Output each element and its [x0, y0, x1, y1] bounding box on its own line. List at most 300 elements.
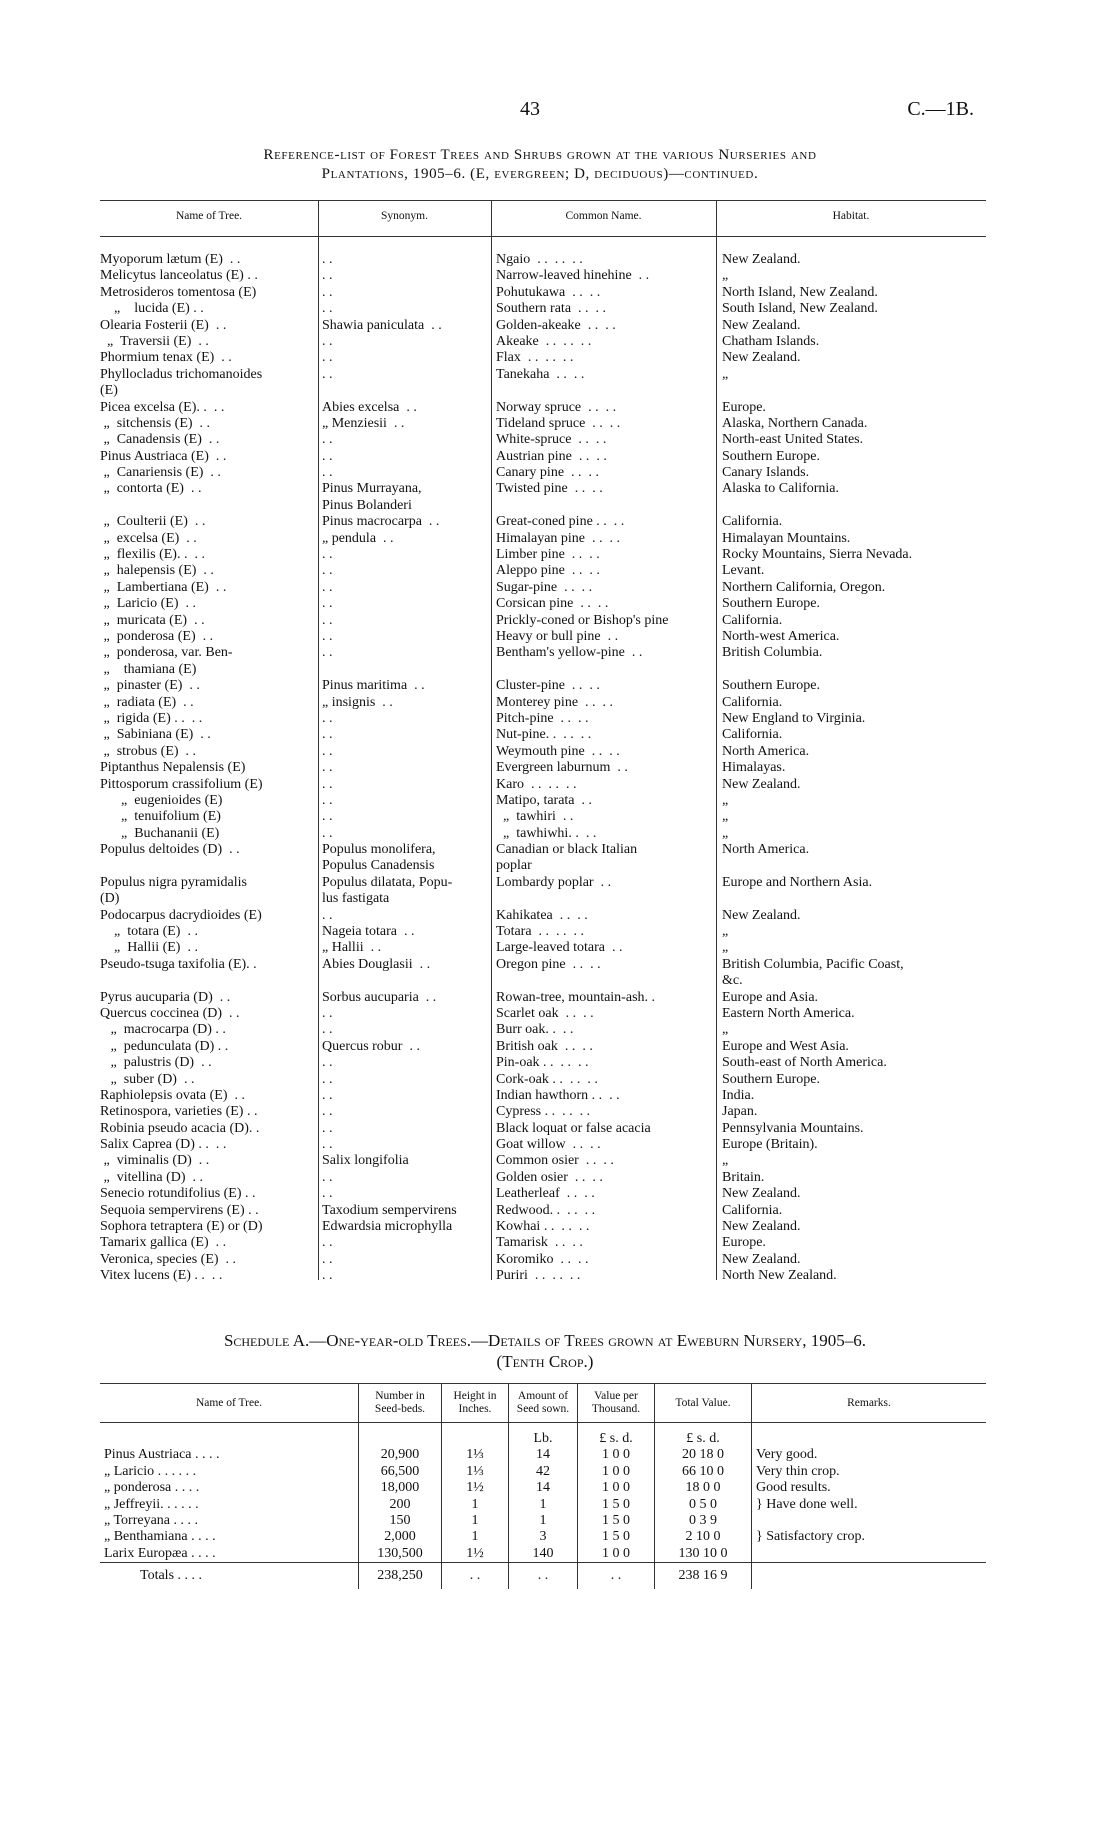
tree-name: „ Sabiniana (E) . . — [100, 727, 211, 743]
tree-name: „ Lambertiana (E) . . — [100, 579, 227, 595]
common-names-column — [496, 252, 714, 1285]
tree-habitat: Canary Islands. — [722, 465, 810, 481]
tree-synonym: Sorbus aucuparia . . — [322, 989, 437, 1005]
tree-common-name: Canary pine . . . . — [496, 465, 600, 481]
tree-habitat: „ — [722, 809, 729, 825]
tree-common-name — [496, 383, 714, 399]
tree-name: Pittosporum crassifolium (E) — [100, 776, 263, 792]
tree-common-name: Austrian pine . . . . — [496, 448, 607, 464]
tree-name: Olearia Fosterii (E) . . — [100, 317, 227, 333]
tree-common-name: Kahikatea . . . . — [496, 907, 588, 923]
schedule-cell-remarks: Good results. — [752, 1480, 987, 1496]
tree-name: Metrosideros tomentosa (E) — [100, 284, 257, 300]
tree-name: Piptanthus Nepalensis (E) — [100, 760, 246, 776]
tree-name: Robinia pseudo acacia (D). . — [100, 1120, 260, 1136]
tree-name: „ Hallii (E) . . — [100, 940, 198, 956]
tree-common-name: Tanekaha . . . . — [496, 366, 585, 382]
units-value: £ s. d. — [578, 1423, 655, 1448]
tree-name: „ sitchensis (E) . . — [100, 415, 211, 431]
tree-habitat: „ — [722, 1153, 729, 1169]
synonyms-column — [322, 252, 488, 1285]
totals-seed: . . — [509, 1563, 578, 1590]
schedule-row — [100, 1464, 986, 1480]
tree-name: Senecio rotundifolius (E) . . — [100, 1186, 256, 1202]
schedule-cell-name: „ ponderosa . . . . — [104, 1480, 200, 1496]
tree-synonym: Taxodium sempervirens — [322, 1202, 457, 1218]
tree-common-name: Weymouth pine . . . . — [496, 743, 620, 759]
tree-common-name: Golden osier . . . . — [496, 1169, 603, 1185]
reference-list-title-line1: Reference-list of Forest Trees and Shrubs grown at the various Nurseries and — [263, 147, 817, 163]
tree-habitat: „ — [722, 1022, 729, 1038]
tree-habitat: California. — [722, 694, 783, 710]
totals-label: Totals . . . . — [100, 1563, 359, 1590]
schedule-cell-number: 130,500 — [359, 1546, 442, 1563]
units-seed: Lb. — [509, 1423, 578, 1448]
totals-value: . . — [578, 1563, 655, 1590]
schedule-row — [100, 1546, 986, 1563]
tree-name: Pyrus aucuparia (D) . . — [100, 989, 231, 1005]
tree-common-name: Prickly-coned or Bishop's pine — [496, 612, 669, 628]
tree-name: „ totara (E) . . — [100, 924, 198, 940]
document-reference: C.—1B. — [907, 98, 974, 120]
sched-header-height: Height in Inches. — [442, 1384, 509, 1423]
tree-common-name: Rowan-tree, mountain-ash. . — [496, 989, 656, 1005]
tree-habitat: New Zealand. — [722, 252, 801, 267]
tree-habitat: Southern Europe. — [722, 596, 820, 612]
tree-synonym: . . — [322, 710, 333, 726]
tree-name: Salix Caprea (D) . . . . — [100, 1137, 227, 1153]
tree-common-name: Nut-pine. . . . . . — [496, 727, 592, 743]
header-name-of-tree: Name of Tree. — [175, 210, 243, 222]
tree-habitat: Alaska to California. — [722, 481, 840, 497]
tree-synonym: . . — [322, 727, 333, 743]
tree-synonym: . . — [322, 792, 333, 808]
tree-habitat: Europe. — [722, 399, 766, 415]
tree-name: Sophora tetraptera (E) or (D) — [100, 1219, 263, 1235]
schedule-cell-number: 150 — [359, 1513, 442, 1529]
tree-name: (E) — [100, 383, 118, 399]
tree-synonym: . . — [322, 612, 333, 628]
schedule-cell-height: 1 — [442, 1529, 509, 1545]
schedule-cell-name: „ Laricio . . . . . . — [104, 1463, 197, 1479]
tree-name: „ ponderosa, var. Ben- — [100, 645, 233, 661]
schedule-a-table — [100, 1383, 986, 1589]
tree-habitat: California. — [722, 727, 783, 743]
tree-habitat: Britain. — [722, 1169, 765, 1185]
tree-common-name — [496, 662, 714, 678]
tree-common-name: Narrow-leaved hinehine . . — [496, 268, 650, 284]
tree-habitat: „ — [722, 268, 729, 284]
tree-habitat: Chatham Islands. — [722, 333, 820, 349]
tree-name: Sequoia sempervirens (E) . . — [100, 1202, 259, 1218]
tree-habitat: North America. — [722, 743, 810, 759]
schedule-cell-seed: 3 — [509, 1529, 578, 1545]
tree-habitat: New Zealand. — [722, 907, 801, 923]
schedule-cell-name: „ Torreyana . . . . — [104, 1513, 199, 1529]
tree-name: Raphiolepsis ovata (E) . . — [100, 1087, 246, 1103]
tree-common-name: Evergreen laburnum . . — [496, 760, 628, 776]
tree-habitat: Southern Europe. — [722, 678, 820, 694]
tree-common-name: Corsican pine . . . . — [496, 596, 609, 612]
schedule-cell-seed: 1 — [509, 1513, 578, 1529]
tree-common-name: Koromiko . . . . — [496, 1251, 589, 1267]
tree-habitat: New Zealand. — [722, 1219, 801, 1235]
tree-name: „ pedunculata (D) . . — [100, 1038, 229, 1054]
tree-name: Podocarpus dacrydioides (E) — [100, 907, 262, 923]
tree-synonym: . . — [322, 596, 333, 612]
tree-synonym: . . — [322, 333, 333, 349]
sched-header-value: Value per Thousand. — [578, 1384, 655, 1423]
schedule-cell-name: „ Jeffreyii. . . . . . — [104, 1496, 199, 1512]
tree-name: „ palustris (D) . . — [100, 1055, 212, 1071]
tree-synonym: . . — [322, 366, 333, 382]
page-number: 43 — [520, 98, 540, 120]
tree-habitat: „ — [722, 366, 729, 382]
schedule-cell-value: 1 5 0 — [578, 1513, 655, 1529]
tree-synonym: Pinus macrocarpa . . — [322, 514, 440, 530]
tree-common-name: Oregon pine . . . . — [496, 956, 601, 972]
schedule-cell-number: 18,000 — [359, 1480, 442, 1496]
tree-name: „ Canadensis (E) . . — [100, 432, 220, 448]
totals-height: . . — [442, 1563, 509, 1590]
schedule-cell-remarks — [752, 1513, 987, 1529]
schedule-cell-number: 20,900 — [359, 1447, 442, 1463]
totals-remarks — [752, 1563, 987, 1590]
tree-common-name: Bentham's yellow-pine . . — [496, 645, 643, 661]
schedule-cell-value: 1 0 0 — [578, 1464, 655, 1480]
schedule-cell-name: Larix Europæa . . . . — [104, 1545, 216, 1561]
schedule-cell-total: 2 10 0 — [655, 1529, 752, 1545]
tree-synonym: Pinus Murrayana, — [322, 481, 422, 497]
tree-synonym: . . — [322, 350, 333, 366]
tree-synonym — [322, 383, 488, 399]
tree-habitat: „ — [722, 940, 729, 956]
tree-common-name: Large-leaved totara . . — [496, 940, 623, 956]
tree-name: „ suber (D) . . — [100, 1071, 195, 1087]
tree-habitat — [722, 498, 984, 514]
tree-synonym — [322, 973, 488, 989]
tree-common-name: Tamarisk . . . . — [496, 1235, 583, 1251]
tree-common-name: „ tawhiwhi. . . . — [496, 825, 597, 841]
tree-synonym: . . — [322, 301, 333, 317]
schedule-cell-name: „ Benthamiana . . . . — [104, 1529, 216, 1545]
tree-name: „ lucida (E) . . — [100, 301, 204, 317]
schedule-totals-row — [100, 1563, 986, 1590]
tree-common-name: Sugar-pine . . . . — [496, 579, 593, 595]
tree-common-name: Monterey pine . . . . — [496, 694, 614, 710]
tree-name: „ excelsa (E) . . — [100, 530, 197, 546]
tree-habitat: South Island, New Zealand. — [722, 301, 878, 317]
tree-synonym: Edwardsia microphylla — [322, 1219, 453, 1235]
tree-common-name: Cluster-pine . . . . — [496, 678, 600, 694]
totals-number: 238,250 — [359, 1563, 442, 1590]
schedule-row — [100, 1497, 986, 1513]
tree-synonym: . . — [322, 645, 333, 661]
tree-habitat: California. — [722, 1202, 783, 1218]
tree-synonym: . . — [322, 825, 333, 841]
reference-list-title — [100, 146, 980, 184]
tree-common-name: Twisted pine . . . . — [496, 481, 603, 497]
tree-name: „ muricata (E) . . — [100, 612, 205, 628]
tree-synonym: . . — [322, 809, 333, 825]
tree-synonym: . . — [322, 1169, 333, 1185]
tree-habitat: New England to Virginia. — [722, 710, 866, 726]
tree-common-name: Pohutukawa . . . . — [496, 284, 601, 300]
schedule-cell-total: 20 18 0 — [655, 1447, 752, 1463]
tree-common-name: Common osier . . . . — [496, 1153, 614, 1169]
tree-common-name: Golden-akeake . . . . — [496, 317, 616, 333]
schedule-row — [100, 1513, 986, 1529]
schedule-a-title-line2: (Tenth Crop.) — [496, 1352, 594, 1371]
schedule-cell-seed: 42 — [509, 1464, 578, 1480]
schedule-cell-height: 1⅓ — [442, 1447, 509, 1463]
tree-habitat: North America. — [722, 842, 810, 858]
tree-habitat: „ — [722, 924, 729, 940]
tree-common-name: Indian hawthorn . . . . — [496, 1087, 620, 1103]
tree-habitat: California. — [722, 612, 783, 628]
tree-name: „ eugenioides (E) — [100, 792, 223, 808]
tree-habitat: Levant. — [722, 563, 765, 579]
tree-synonym: lus fastigata — [322, 891, 390, 907]
tree-synonym: Salix longifolia — [322, 1153, 409, 1169]
tree-habitat: Rocky Mountains, Sierra Nevada. — [722, 547, 913, 563]
schedule-row — [100, 1480, 986, 1496]
schedule-cell-height: 1 — [442, 1513, 509, 1529]
tree-common-name: Ngaio . . . . . . — [496, 252, 583, 267]
tree-synonym: Abies excelsa . . — [322, 399, 417, 415]
column-divider — [318, 200, 319, 1280]
schedule-cell-seed: 14 — [509, 1447, 578, 1463]
tree-synonym: Nageia totara . . — [322, 924, 415, 940]
header-bottom-rule — [100, 236, 986, 237]
sched-header-seed: Amount of Seed sown. — [509, 1384, 578, 1423]
tree-synonym: . . — [322, 1120, 333, 1136]
column-divider — [716, 200, 717, 1280]
tree-synonym: Populus monolifera, — [322, 842, 436, 858]
schedule-row — [100, 1529, 986, 1545]
tree-common-name: Goat willow . . . . — [496, 1137, 601, 1153]
habitats-column — [722, 252, 984, 1285]
schedule-cell-number: 66,500 — [359, 1464, 442, 1480]
sched-header-remarks: Remarks. — [752, 1384, 987, 1423]
tree-common-name: Heavy or bull pine . . — [496, 628, 619, 644]
tree-synonym: . . — [322, 1251, 333, 1267]
tree-synonym: Pinus Bolanderi — [322, 497, 412, 513]
tree-synonym: Pinus maritima . . — [322, 678, 425, 694]
units-blank — [359, 1423, 442, 1448]
tree-common-name: Burr oak. . . . — [496, 1022, 574, 1038]
tree-habitat: „ — [722, 825, 729, 841]
tree-common-name: Himalayan pine . . . . — [496, 530, 621, 546]
tree-name: „ radiata (E) . . — [100, 694, 194, 710]
tree-name: „ Buchananii (E) — [100, 825, 220, 841]
tree-synonym: . . — [322, 776, 333, 792]
tree-synonym: . . — [322, 1268, 333, 1284]
tree-name: „ tenuifolium (E) — [100, 809, 221, 825]
sched-header-name: Name of Tree. — [100, 1384, 359, 1423]
tree-name: Populus deltoides (D) . . — [100, 842, 240, 858]
tree-name: (D) — [100, 891, 120, 907]
schedule-cell-remarks — [752, 1546, 987, 1563]
tree-habitat: Southern Europe. — [722, 448, 820, 464]
tree-name: „ pinaster (E) . . — [100, 678, 200, 694]
tree-name: Phormium tenax (E) . . — [100, 350, 232, 366]
tree-synonym: . . — [322, 907, 333, 923]
tree-synonym: . . — [322, 563, 333, 579]
tree-habitat: Southern Europe. — [722, 1071, 820, 1087]
schedule-row — [100, 1447, 986, 1463]
tree-name — [100, 858, 315, 874]
tree-common-name: Black loquat or false acacia — [496, 1120, 651, 1136]
tree-name — [100, 498, 315, 514]
schedule-cell-number: 2,000 — [359, 1529, 442, 1545]
reference-list-title-line2: Plantations, 1905–6. (E, evergreen; D, deciduous)—continued. — [321, 166, 759, 182]
schedule-cell-seed: 1 — [509, 1497, 578, 1513]
tree-habitat: New Zealand. — [722, 317, 801, 333]
tree-name: Myoporum lætum (E) . . — [100, 252, 241, 267]
tree-synonym: Quercus robur . . — [322, 1038, 420, 1054]
tree-habitat: „ — [722, 792, 729, 808]
tree-habitat: &c. — [722, 973, 743, 989]
schedule-a-title-line1: Schedule A.—One-year-old Trees.—Details of Trees grown at Eweburn Nursery, 1905–6. — [223, 1331, 867, 1350]
tree-habitat: Europe and Northern Asia. — [722, 874, 873, 890]
tree-common-name: Leatherleaf . . . . — [496, 1186, 595, 1202]
tree-habitat: Eastern North America. — [722, 1005, 855, 1021]
schedule-cell-height: 1½ — [442, 1546, 509, 1563]
schedule-units-row — [100, 1423, 986, 1448]
tree-common-name — [496, 498, 714, 514]
tree-synonym: . . — [322, 628, 333, 644]
tree-synonym: Populus dilatata, Popu- — [322, 874, 453, 890]
tree-common-name: Pitch-pine . . . . — [496, 710, 589, 726]
tree-name: „ contorta (E) . . — [100, 481, 202, 497]
tree-synonym: . . — [322, 465, 333, 481]
schedule-cell-total: 130 10 0 — [655, 1546, 752, 1563]
schedule-a-title — [100, 1330, 990, 1372]
tree-common-name: Cypress . . . . . . — [496, 1104, 591, 1120]
tree-synonym: . . — [322, 1087, 333, 1103]
units-blank — [442, 1423, 509, 1448]
header-top-rule — [100, 200, 986, 201]
schedule-cell-name: Pinus Austriaca . . . . — [104, 1447, 220, 1463]
tree-habitat: New Zealand. — [722, 350, 801, 366]
tree-name: Tamarix gallica (E) . . — [100, 1235, 227, 1251]
tree-habitat: North New Zealand. — [722, 1268, 837, 1284]
schedule-cell-remarks: } Satisfactory crop. — [752, 1529, 987, 1545]
tree-common-name: Akeake . . . . . . — [496, 333, 592, 349]
units-blank — [100, 1423, 359, 1448]
tree-synonym: „ Menziesii . . — [322, 415, 405, 431]
tree-synonym: . . — [322, 743, 333, 759]
column-divider — [491, 200, 492, 1280]
tree-habitat — [722, 383, 984, 399]
tree-synonym: „ Hallii . . — [322, 940, 382, 956]
tree-common-name: Lombardy poplar . . — [496, 874, 612, 890]
sched-header-total: Total Value. — [655, 1384, 752, 1423]
schedule-cell-value: 1 5 0 — [578, 1529, 655, 1545]
tree-synonym: . . — [322, 432, 333, 448]
tree-name: „ viminalis (D) . . — [100, 1153, 210, 1169]
tree-habitat: Europe and Asia. — [722, 989, 819, 1005]
schedule-cell-height: 1½ — [442, 1480, 509, 1496]
tree-name: „ vitellina (D) . . — [100, 1169, 204, 1185]
tree-synonym: . . — [322, 284, 333, 300]
tree-name: „ Traversii (E) . . — [100, 333, 209, 349]
tree-name: Veronica, species (E) . . — [100, 1251, 237, 1267]
tree-name: „ ponderosa (E) . . — [100, 628, 214, 644]
tree-name: „ Coulterii (E) . . — [100, 514, 206, 530]
header-synonym: Synonym. — [381, 210, 428, 222]
tree-habitat — [722, 891, 984, 907]
tree-synonym: . . — [322, 1005, 333, 1021]
tree-common-name: Redwood. . . . . . — [496, 1202, 596, 1218]
tree-habitat: North Island, New Zealand. — [722, 284, 878, 300]
tree-synonym: . . — [322, 1186, 333, 1202]
tree-habitat: Alaska, Northern Canada. — [722, 415, 868, 431]
schedule-cell-total: 18 0 0 — [655, 1480, 752, 1496]
tree-common-name — [496, 891, 714, 907]
tree-name: „ flexilis (E). . . . — [100, 547, 205, 563]
tree-habitat — [722, 662, 984, 678]
tree-common-name: poplar — [496, 858, 532, 874]
tree-common-name: Cork-oak . . . . . . — [496, 1071, 598, 1087]
tree-habitat: New Zealand. — [722, 1251, 801, 1267]
tree-habitat — [722, 858, 984, 874]
tree-habitat: Europe and West Asia. — [722, 1038, 849, 1054]
schedule-cell-remarks: Very good. — [752, 1447, 987, 1463]
tree-common-name: Karo . . . . . . — [496, 776, 577, 792]
tree-habitat: Pennsylvania Mountains. — [722, 1120, 864, 1136]
tree-synonym: . . — [322, 1137, 333, 1153]
tree-synonym: . . — [322, 1104, 333, 1120]
tree-synonym: . . — [322, 579, 333, 595]
schedule-cell-total: 0 5 0 — [655, 1497, 752, 1513]
tree-common-name: White-spruce . . . . — [496, 432, 607, 448]
tree-synonym: . . — [322, 1022, 333, 1038]
tree-name: „ Laricio (E) . . — [100, 596, 197, 612]
tree-name: „ macrocarpa (D) . . — [100, 1022, 226, 1038]
units-total: £ s. d. — [655, 1423, 752, 1448]
tree-synonym: . . — [322, 268, 333, 284]
schedule-cell-height: 1 — [442, 1497, 509, 1513]
tree-synonym: . . — [322, 1055, 333, 1071]
tree-synonym — [322, 662, 488, 678]
tree-name: „ thamiana (E) — [100, 661, 197, 677]
tree-habitat: India. — [722, 1087, 755, 1103]
schedule-cell-total: 0 3 9 — [655, 1513, 752, 1529]
schedule-cell-value: 1 0 0 — [578, 1480, 655, 1496]
tree-habitat: California. — [722, 514, 783, 530]
tree-name: Phyllocladus trichomanoides — [100, 366, 263, 382]
tree-habitat: South-east of North America. — [722, 1055, 887, 1071]
tree-common-name: Pin-oak . . . . . . — [496, 1055, 589, 1071]
tree-name: Retinospora, varieties (E) . . — [100, 1104, 258, 1120]
sched-header-number: Number in Seed-beds. — [359, 1384, 442, 1423]
tree-habitat: North-east United States. — [722, 432, 864, 448]
schedule-cell-height: 1⅓ — [442, 1464, 509, 1480]
tree-habitat: Himalayan Mountains. — [722, 530, 851, 546]
schedule-cell-remarks: Very thin crop. — [752, 1464, 987, 1480]
tree-synonym: . . — [322, 448, 333, 464]
tree-synonym: Abies Douglasii . . — [322, 956, 431, 972]
units-blank — [752, 1423, 987, 1448]
tree-name: „ rigida (E) . . . . — [100, 710, 203, 726]
tree-common-name — [496, 973, 714, 989]
tree-common-name: Kowhai . . . . . . — [496, 1219, 590, 1235]
tree-common-name: Matipo, tarata . . — [496, 792, 593, 808]
tree-name: Quercus coccinea (D) . . — [100, 1005, 240, 1021]
tree-common-name: Canadian or black Italian — [496, 842, 638, 858]
